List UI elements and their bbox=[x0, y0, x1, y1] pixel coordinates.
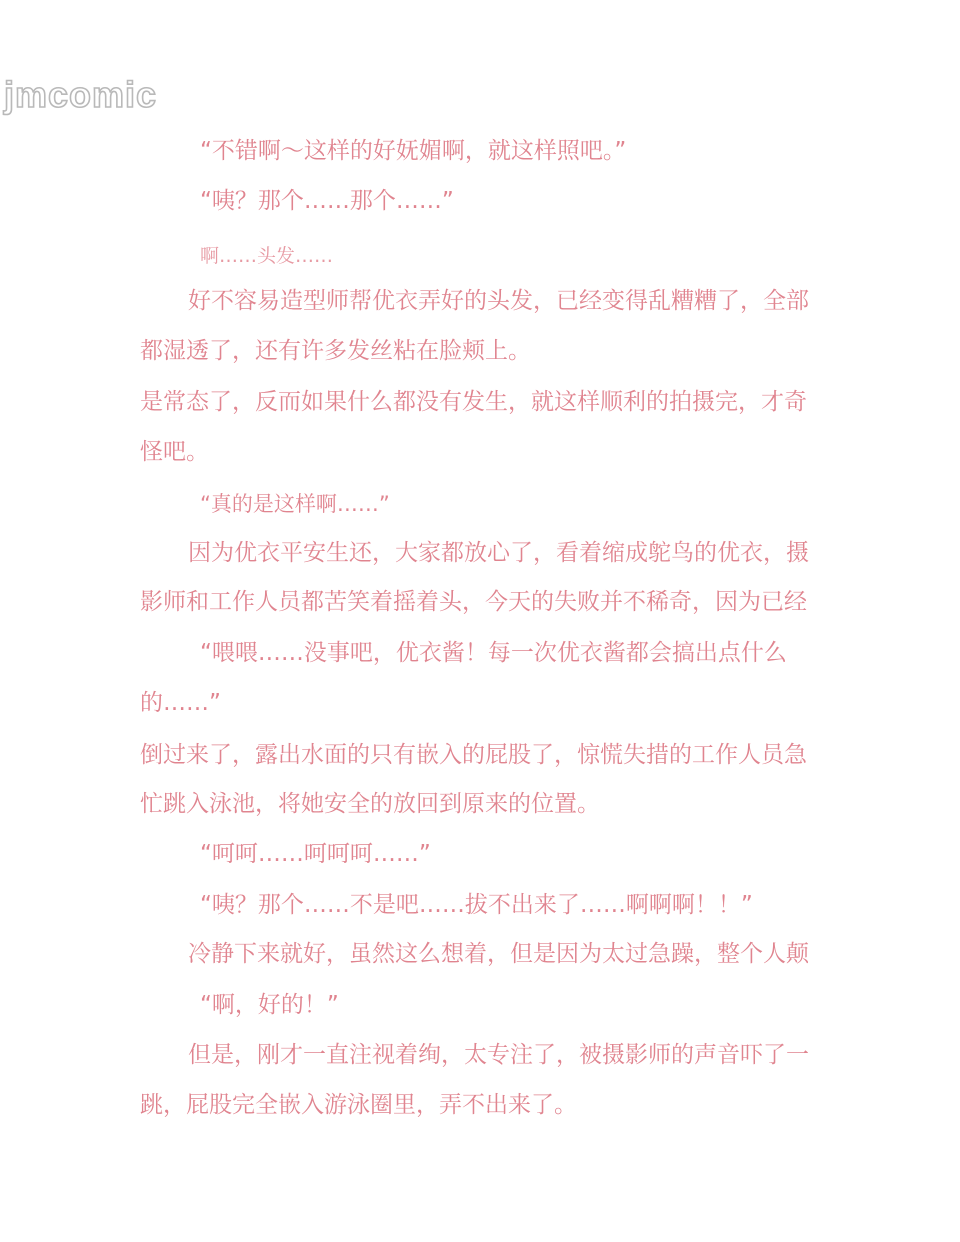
text-line: 跳，屁股完全嵌入游泳圈里，弄不出来了。 bbox=[140, 1092, 577, 1118]
text-line: “咦？那个……不是吧……拔不出来了……啊啊啊！！” bbox=[200, 892, 753, 918]
text-line: 因为优衣平安生还，大家都放心了，看着缩成鸵鸟的优衣，摄 bbox=[188, 540, 809, 566]
text-line: 都湿透了，还有许多发丝粘在脸颊上。 bbox=[140, 338, 531, 364]
text-line: 倒过来了，露出水面的只有嵌入的屁股了，惊慌失措的工作人员急 bbox=[140, 742, 807, 768]
watermark-logo: jmcomic bbox=[4, 74, 158, 115]
text-line: “真的是这样啊……” bbox=[200, 492, 390, 516]
text-line: 影师和工作人员都苦笑着摇着头，今天的失败并不稀奇，因为已经 bbox=[140, 589, 807, 615]
text-line: 的……” bbox=[140, 690, 221, 716]
text-line: 但是，刚才一直注视着绚，太专注了，被摄影师的声音吓了一 bbox=[188, 1042, 809, 1068]
text-line: 啊……头发…… bbox=[200, 245, 334, 267]
text-line: “啊，好的！” bbox=[200, 992, 339, 1018]
text-line: “呵呵……呵呵呵……” bbox=[200, 841, 431, 867]
text-line: “咦？那个……那个……” bbox=[200, 188, 454, 214]
text-line: 是常态了，反而如果什么都没有发生，就这样顺利的拍摄完，才奇 bbox=[140, 389, 807, 415]
text-line: “喂喂……没事吧，优衣酱！每一次优衣酱都会搞出点什么 bbox=[200, 640, 787, 666]
text-line: 忙跳入泳池，将她安全的放回到原来的位置。 bbox=[140, 791, 600, 817]
text-line: “不错啊～这样的好妩媚啊，就这样照吧。” bbox=[200, 138, 627, 164]
text-line: 冷静下来就好，虽然这么想着，但是因为太过急躁，整个人颠 bbox=[188, 941, 809, 967]
text-line: 怪吧。 bbox=[140, 439, 209, 465]
text-line: 好不容易造型师帮优衣弄好的头发，已经变得乱糟糟了，全部 bbox=[188, 288, 809, 314]
